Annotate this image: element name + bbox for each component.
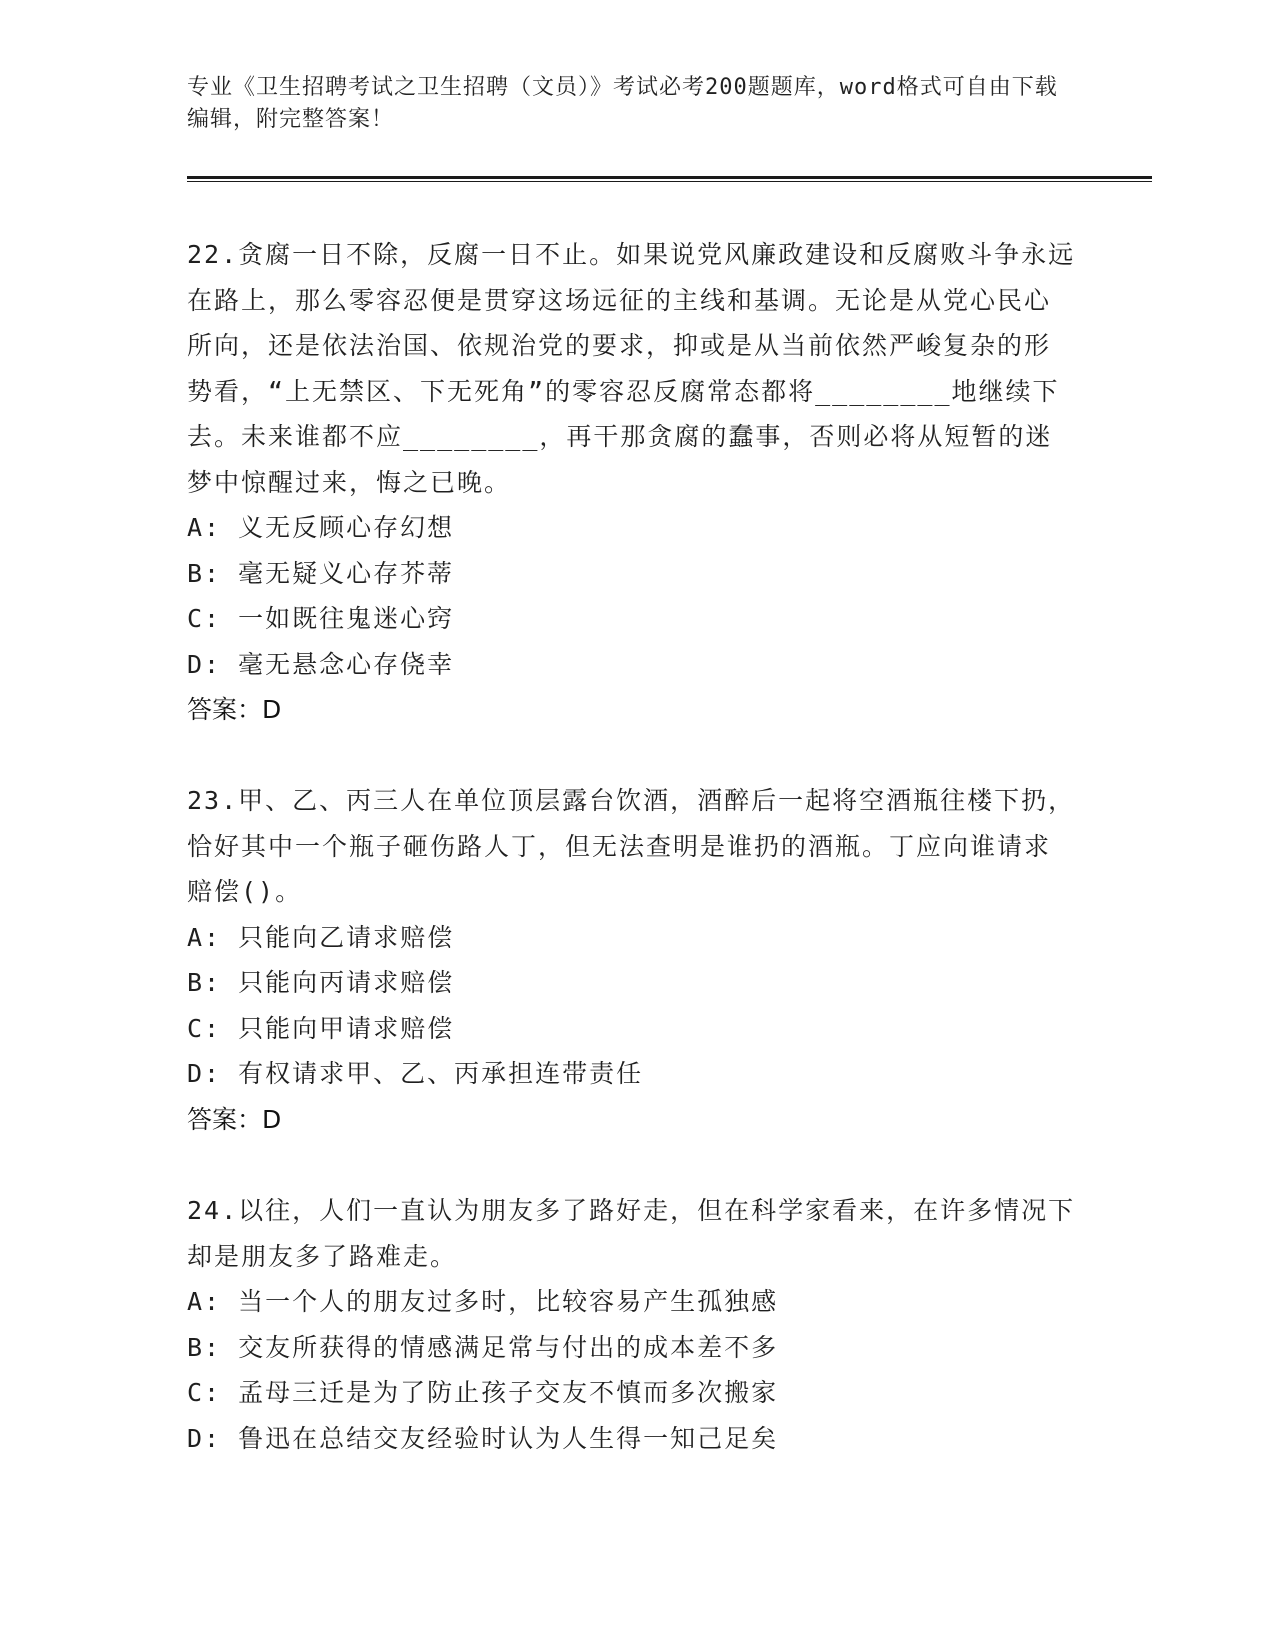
question-stem: 22.贪腐一日不除，反腐一日不止。如果说党风廉政建设和反腐败斗争永远在路上，那么零容忍便是贯穿这场远征的主线和基调。无论是从党心民心所向，还是依法治国、依规治党的要求，抑或是从当前依然严峻复杂的形势看，“上无禁区、下无死角”的零容忍反腐常态都将________地继续下去。未来谁都不应________，再干那贪腐的蠢事，否则必将从短暂的迷梦中惊醒过来，悔之已晚。: [187, 240, 1076, 497]
option-a: A: 义无反顾心存幻想: [187, 513, 455, 542]
option-a: A: 只能向乙请求赔偿: [187, 922, 455, 952]
header-rule-thin: [187, 181, 1152, 182]
header-rule-thick: [187, 176, 1152, 179]
option-c: C: 孟母三迁是为了防止孩子交友不慎而多次搬家: [187, 1378, 779, 1407]
answer-line: 答案：D: [187, 695, 282, 724]
option-d: D: 有权请求甲、乙、丙承担连带责任: [187, 1059, 644, 1088]
option-a: A: 当一个人的朋友过多时，比较容易产生孤独感: [187, 1287, 779, 1316]
option-b: B: 交友所获得的情感满足常与付出的成本差不多: [187, 1332, 779, 1362]
question-22: [187, 232, 1077, 733]
option-d: D: 鲁迅在总结交友经验时认为人生得一知己足矣: [187, 1423, 779, 1453]
question-24: [187, 1188, 1077, 1461]
question-stem: 23.甲、乙、丙三人在单位顶层露台饮酒，酒醉后一起将空酒瓶往楼下扔，恰好其中一个瓶子砸伤路人丁，但无法查明是谁扔的酒瓶。丁应向谁请求赔偿()。: [187, 786, 1076, 906]
document-header: 专业《卫生招聘考试之卫生招聘（文员）》考试必考200题题库，word格式可自由下载编辑，附完整答案！: [187, 75, 1058, 132]
answer-line: 答案：D: [187, 1104, 282, 1134]
option-b: B: 毫无疑义心存芥蒂: [187, 558, 455, 588]
question-stem: 24.以往，人们一直认为朋友多了路好走，但在科学家看来，在许多情况下却是朋友多了路难走。: [187, 1196, 1076, 1271]
option-d: D: 毫无悬念心存侥幸: [187, 649, 455, 679]
option-c: C: 只能向甲请求赔偿: [187, 1013, 455, 1043]
option-c: C: 一如既往鬼迷心窍: [187, 604, 455, 633]
option-b: B: 只能向丙请求赔偿: [187, 968, 455, 997]
question-23: [187, 778, 1077, 1142]
